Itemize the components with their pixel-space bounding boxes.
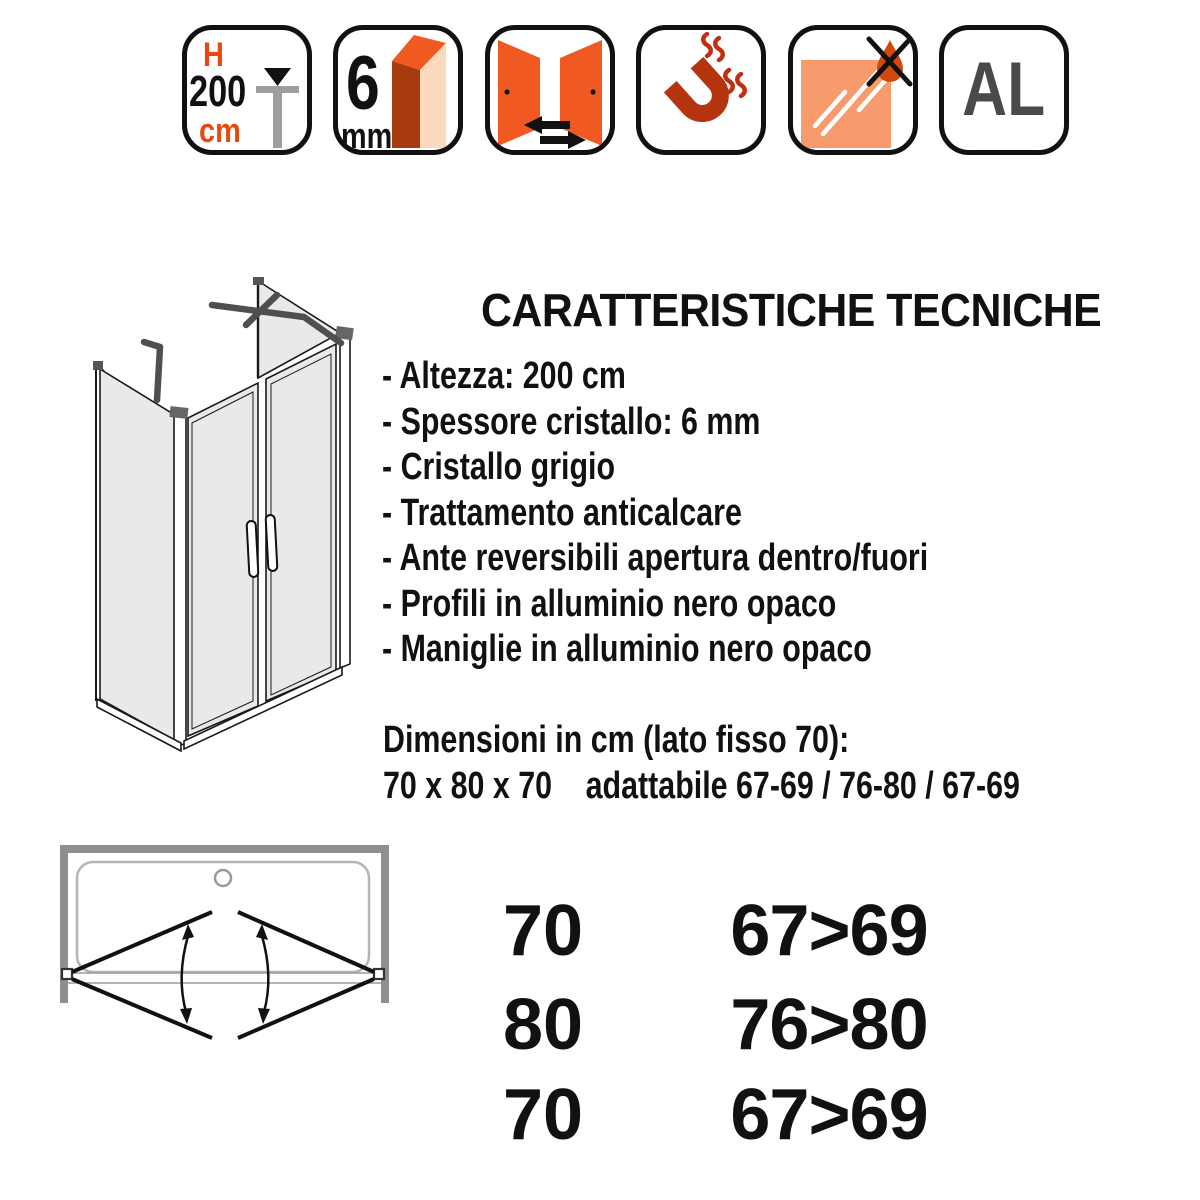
dimensions-heading: Dimensioni in cm (lato fisso 70): bbox=[383, 719, 850, 761]
height-measure-icon bbox=[187, 30, 307, 150]
enclosure-isometric-drawing bbox=[60, 265, 400, 755]
height-unit: cm bbox=[199, 112, 241, 150]
feature-item: - Profili in alluminio nero opaco bbox=[382, 582, 837, 625]
door-handles bbox=[247, 515, 278, 577]
glass-thickness-badge bbox=[333, 25, 463, 155]
aluminium-label: AL bbox=[962, 47, 1046, 132]
height-letter: H bbox=[203, 36, 224, 74]
dimensions-adaptable: adattabile 67-69 / 76-80 / 67-69 bbox=[585, 764, 1020, 807]
drain-hole bbox=[215, 870, 231, 886]
dimensions-block bbox=[383, 718, 1020, 809]
height-200cm-badge bbox=[182, 25, 312, 155]
nominal-size: 70 bbox=[502, 1075, 584, 1155]
magnet-icon bbox=[641, 30, 761, 150]
dimensions-sizes: 70 x 80 x 70 bbox=[383, 764, 553, 807]
double-doors-icon bbox=[490, 30, 610, 150]
anticalcare-glass-icon bbox=[793, 30, 913, 150]
height-value: 200 bbox=[189, 67, 247, 116]
anticalcare-badge bbox=[788, 25, 918, 155]
feature-item: - Altezza: 200 cm bbox=[382, 355, 626, 397]
nominal-size: 70 bbox=[502, 891, 584, 971]
adjust-range: 67>69 bbox=[730, 1075, 928, 1155]
adjust-range: 76>80 bbox=[730, 985, 928, 1065]
enclosure-top-view-diagram bbox=[52, 840, 397, 1050]
feature-item: - Ante reversibili apertura dentro/fuori bbox=[382, 537, 929, 579]
feature-item: - Trattamento anticalcare bbox=[382, 491, 742, 534]
section-title: CARATTERISTICHE TECNICHE bbox=[481, 284, 1102, 336]
feature-list bbox=[382, 354, 928, 673]
feature-item: - Spessore cristallo: 6 mm bbox=[382, 400, 761, 443]
feature-item: - Cristallo grigio bbox=[382, 446, 616, 488]
feature-item: - Maniglie in alluminio nero opaco bbox=[382, 628, 872, 670]
thickness-value: 6 bbox=[346, 41, 380, 126]
double-doors-badge bbox=[485, 25, 615, 155]
thickness-unit: mm bbox=[341, 115, 393, 155]
magnet-badge bbox=[636, 25, 766, 155]
aluminium-badge bbox=[939, 25, 1069, 155]
nominal-size: 80 bbox=[502, 985, 584, 1065]
hinge-left bbox=[62, 969, 72, 979]
hinge-right bbox=[374, 969, 384, 979]
adjust-range: 67>69 bbox=[730, 891, 928, 971]
